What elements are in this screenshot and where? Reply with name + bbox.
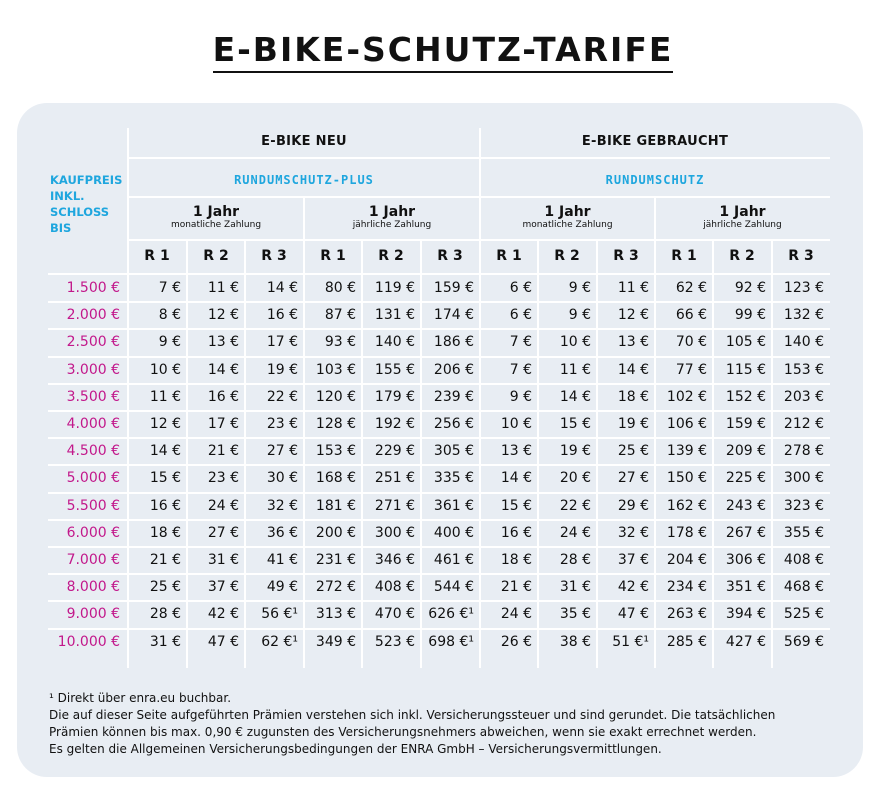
premium-cell: 19 €	[266, 361, 298, 378]
price-tier: 6.000 €	[66, 524, 120, 541]
premium-cell: 313 €	[315, 606, 356, 623]
grid-line	[654, 198, 656, 668]
premium-cell: 18 €	[149, 524, 181, 541]
period-header: 1 Jahr monatliche Zahlung	[522, 204, 613, 230]
price-tier: 1.500 €	[66, 280, 120, 296]
premium-cell: 174 €	[433, 307, 474, 324]
premium-cell: 16 €	[500, 524, 532, 541]
premium-cell: 152 €	[725, 388, 766, 405]
premium-cell: 400 €	[433, 524, 474, 541]
premium-cell: 7 €	[509, 361, 532, 378]
premium-cell: 153 €	[315, 443, 356, 460]
risk-class-header: R 3	[437, 248, 463, 264]
price-tier: 8.000 €	[66, 579, 120, 596]
premium-cell: 271 €	[374, 497, 415, 514]
premium-cell: 140 €	[783, 334, 824, 351]
premium-cell: 27 €	[207, 524, 239, 541]
premium-cell: 192 €	[374, 416, 415, 432]
footnote: Es gelten die Allgemeinen Versicherungsbedingungen der ENRA GmbH – Versicherungsvermittlungen.	[49, 742, 662, 756]
premium-cell: 27 €	[266, 443, 298, 460]
premium-cell: 25 €	[149, 579, 181, 596]
premium-cell: 243 €	[725, 497, 766, 514]
period-header: 1 Jahr jährliche Zahlung	[352, 204, 432, 230]
premium-cell: 256 €	[433, 416, 474, 432]
premium-cell: 22 €	[559, 497, 591, 514]
grid-line	[48, 383, 830, 385]
premium-cell: 70 €	[675, 334, 707, 351]
premium-cell: 21 €	[149, 552, 181, 568]
price-tier: 9.000 €	[66, 606, 120, 623]
premium-cell: 361 €	[433, 497, 474, 514]
premium-cell: 18 €	[500, 552, 532, 568]
premium-cell: 38 €	[559, 633, 591, 650]
premium-cell: 13 €	[500, 443, 532, 460]
premium-cell: 93 €	[324, 334, 356, 351]
grid-line	[48, 546, 830, 548]
price-tier: 3.000 €	[66, 361, 120, 378]
premium-cell: 346 €	[374, 552, 415, 568]
period-header: 1 Jahr monatliche Zahlung	[170, 204, 262, 230]
premium-cell: 140 €	[374, 334, 415, 351]
grid-line	[48, 492, 830, 494]
premium-cell: 305 €	[433, 443, 474, 460]
premium-cell: 251 €	[374, 470, 415, 487]
price-tier: 5.000 €	[66, 470, 120, 487]
premium-cell: 525 €	[783, 606, 824, 623]
premium-cell: 99 €	[734, 307, 766, 324]
price-tier: 4.000 €	[66, 416, 120, 432]
premium-cell: 200 €	[315, 524, 356, 541]
premium-cell: 77 €	[675, 361, 707, 378]
premium-cell: 15 €	[500, 497, 532, 514]
risk-class-header: R 2	[554, 248, 580, 264]
premium-cell: 11 €	[617, 280, 649, 296]
premium-cell: 10 €	[500, 416, 532, 432]
premium-cell: 22 €	[266, 388, 298, 405]
price-tier: 3.500 €	[66, 388, 120, 405]
premium-cell: 335 €	[433, 470, 474, 487]
premium-cell: 92 €	[734, 280, 766, 296]
premium-cell: 408 €	[374, 579, 415, 596]
premium-cell: 32 €	[617, 524, 649, 541]
period-header: 1 Jahr jährliche Zahlung	[703, 204, 782, 230]
premium-cell: 11 €	[207, 280, 239, 296]
premium-cell: 9 €	[568, 307, 591, 324]
premium-cell: 16 €	[266, 307, 298, 324]
grid-line	[48, 410, 830, 412]
premium-cell: 8 €	[158, 307, 181, 324]
premium-cell: 150 €	[666, 470, 707, 487]
premium-cell: 7 €	[509, 334, 532, 351]
premium-cell: 11 €	[149, 388, 181, 405]
premium-cell: 21 €	[207, 443, 239, 460]
header-rundumschutz: RUNDUMSCHUTZ	[605, 173, 705, 187]
premium-cell: 461 €	[433, 552, 474, 568]
premium-cell: 20 €	[559, 470, 591, 487]
premium-cell: 13 €	[617, 334, 649, 351]
risk-class-header: R 2	[378, 248, 404, 264]
premium-cell: 30 €	[266, 470, 298, 487]
premium-cell: 15 €	[559, 416, 591, 432]
premium-cell: 26 €	[500, 633, 532, 650]
premium-cell: 31 €	[149, 633, 181, 650]
premium-cell: 9 €	[568, 280, 591, 296]
premium-cell: 87 €	[324, 307, 356, 324]
premium-cell: 6 €	[509, 307, 532, 324]
grid-line	[303, 198, 305, 668]
footnote: Die auf dieser Seite aufgeführten Prämien verstehen sich inkl. Versicherungssteuer und sind gerundet. Die tatsächlichen	[49, 708, 776, 722]
premium-cell: 42 €	[207, 606, 239, 623]
premium-cell: 468 €	[783, 579, 824, 596]
premium-cell: 19 €	[559, 443, 591, 460]
premium-cell: 408 €	[783, 552, 824, 568]
price-tier: 4.500 €	[66, 443, 120, 460]
price-tier: 2.000 €	[66, 307, 120, 324]
premium-cell: 427 €	[725, 633, 766, 650]
grid-line	[48, 573, 830, 575]
premium-cell: 139 €	[666, 443, 707, 460]
premium-cell: 49 €	[266, 579, 298, 596]
risk-class-header: R 3	[613, 248, 639, 264]
premium-cell: 285 €	[666, 633, 707, 650]
premium-cell: 23 €	[207, 470, 239, 487]
premium-cell: 351 €	[725, 579, 766, 596]
premium-cell: 300 €	[783, 470, 824, 487]
header-rundumschutz-plus: RUNDUMSCHUTZ-PLUS	[234, 173, 374, 187]
premium-cell: 17 €	[207, 416, 239, 432]
grid-line	[48, 600, 830, 602]
premium-cell: 155 €	[374, 361, 415, 378]
premium-cell: 66 €	[675, 307, 707, 324]
premium-cell: 168 €	[315, 470, 356, 487]
premium-cell: 62 €	[675, 280, 707, 296]
premium-cell: 29 €	[617, 497, 649, 514]
premium-cell: 16 €	[149, 497, 181, 514]
premium-cell: 18 €	[617, 388, 649, 405]
premium-cell: 239 €	[433, 388, 474, 405]
premium-cell: 153 €	[783, 361, 824, 378]
premium-cell: 106 €	[666, 416, 707, 432]
page-title: E-BIKE-SCHUTZ-TARIFE	[0, 30, 886, 69]
grid-line	[186, 240, 188, 668]
premium-cell: 15 €	[149, 470, 181, 487]
premium-cell: 698 €¹	[428, 633, 474, 650]
grid-line	[48, 628, 830, 630]
risk-class-header: R 1	[144, 248, 170, 264]
premium-cell: 626 €¹	[428, 606, 474, 623]
premium-cell: 132 €	[783, 307, 824, 324]
premium-cell: 56 €¹	[261, 606, 298, 623]
grid-line	[48, 301, 830, 303]
risk-class-header: R 3	[261, 248, 287, 264]
premium-cell: 159 €	[433, 280, 474, 296]
premium-cell: 569 €	[783, 633, 824, 650]
premium-cell: 204 €	[666, 552, 707, 568]
premium-cell: 470 €	[374, 606, 415, 623]
premium-cell: 41 €	[266, 552, 298, 568]
premium-cell: 37 €	[617, 552, 649, 568]
premium-cell: 37 €	[207, 579, 239, 596]
premium-cell: 263 €	[666, 606, 707, 623]
premium-cell: 36 €	[266, 524, 298, 541]
premium-cell: 162 €	[666, 497, 707, 514]
premium-cell: 128 €	[315, 416, 356, 432]
premium-cell: 10 €	[149, 361, 181, 378]
premium-cell: 12 €	[149, 416, 181, 432]
grid-line	[48, 356, 830, 358]
premium-cell: 159 €	[725, 416, 766, 432]
premium-cell: 31 €	[207, 552, 239, 568]
premium-cell: 11 €	[559, 361, 591, 378]
premium-cell: 24 €	[559, 524, 591, 541]
header-ebike-gebraucht: E-BIKE GEBRAUCHT	[581, 134, 729, 149]
premium-cell: 523 €	[374, 633, 415, 650]
risk-class-header: R 2	[203, 248, 229, 264]
premium-cell: 21 €	[500, 579, 532, 596]
premium-cell: 13 €	[207, 334, 239, 351]
header-ebike-neu: E-BIKE NEU	[261, 134, 347, 149]
grid-line	[48, 437, 830, 439]
price-tier: 10.000 €	[57, 633, 120, 650]
risk-class-header: R 1	[671, 248, 697, 264]
premium-cell: 231 €	[315, 552, 356, 568]
grid-line	[48, 328, 830, 330]
premium-cell: 206 €	[433, 361, 474, 378]
footnote: Prämien können bis max. 0,90 € zugunsten des Versicherungsnehmers abweichen, wenn sie exakt errechnet werden.	[49, 725, 757, 739]
premium-cell: 14 €	[207, 361, 239, 378]
footnotes	[49, 690, 839, 758]
premium-cell: 544 €	[433, 579, 474, 596]
risk-class-header: R 2	[729, 248, 755, 264]
price-tier: 5.500 €	[66, 497, 120, 514]
premium-cell: 119 €	[374, 280, 415, 296]
premium-cell: 42 €	[617, 579, 649, 596]
premium-cell: 102 €	[666, 388, 707, 405]
premium-cell: 14 €	[149, 443, 181, 460]
grid-line	[771, 240, 773, 668]
premium-cell: 10 €	[559, 334, 591, 351]
risk-class-header: R 1	[320, 248, 346, 264]
premium-cell: 349 €	[315, 633, 356, 650]
premium-cell: 6 €	[509, 280, 532, 296]
premium-cell: 209 €	[725, 443, 766, 460]
premium-cell: 14 €	[266, 280, 298, 296]
premium-cell: 9 €	[158, 334, 181, 351]
grid-line	[48, 464, 830, 466]
premium-cell: 27 €	[617, 470, 649, 487]
premium-cell: 178 €	[666, 524, 707, 541]
premium-cell: 24 €	[207, 497, 239, 514]
premium-cell: 12 €	[617, 307, 649, 324]
premium-cell: 24 €	[500, 606, 532, 623]
premium-cell: 19 €	[617, 416, 649, 432]
premium-cell: 80 €	[324, 280, 356, 296]
premium-cell: 62 €¹	[261, 633, 298, 650]
grid-line	[244, 240, 246, 668]
premium-cell: 120 €	[315, 388, 356, 405]
premium-cell: 32 €	[266, 497, 298, 514]
grid-line	[361, 240, 363, 668]
premium-cell: 225 €	[725, 470, 766, 487]
grid-line	[712, 240, 714, 668]
premium-cell: 14 €	[617, 361, 649, 378]
grid-line	[420, 240, 422, 668]
premium-cell: 103 €	[315, 361, 356, 378]
premium-cell: 35 €	[559, 606, 591, 623]
premium-cell: 272 €	[315, 579, 356, 596]
premium-cell: 115 €	[725, 361, 766, 378]
premium-cell: 394 €	[725, 606, 766, 623]
premium-cell: 51 €¹	[612, 633, 649, 650]
premium-cell: 47 €	[617, 606, 649, 623]
premium-cell: 14 €	[559, 388, 591, 405]
grid-line	[537, 240, 539, 668]
premium-cell: 9 €	[509, 388, 532, 405]
premium-cell: 16 €	[207, 388, 239, 405]
premium-cell: 47 €	[207, 633, 239, 650]
kaufpreis-label: KAUFPREIS INKL. SCHLOSS BIS	[50, 173, 123, 235]
footnote: ¹ Direkt über enra.eu buchbar.	[49, 691, 232, 705]
risk-class-header: R 1	[496, 248, 522, 264]
premium-cell: 300 €	[374, 524, 415, 541]
premium-cell: 14 €	[500, 470, 532, 487]
risk-class-header: R 3	[788, 248, 814, 264]
premium-cell: 123 €	[783, 280, 824, 296]
premium-cell: 212 €	[783, 416, 824, 432]
premium-cell: 28 €	[559, 552, 591, 568]
premium-cell: 17 €	[266, 334, 298, 351]
premium-cell: 203 €	[783, 388, 824, 405]
premium-cell: 105 €	[725, 334, 766, 351]
premium-cell: 31 €	[559, 579, 591, 596]
premium-cell: 179 €	[374, 388, 415, 405]
premium-cell: 306 €	[725, 552, 766, 568]
price-tier: 7.000 €	[66, 552, 120, 568]
premium-cell: 278 €	[783, 443, 824, 460]
price-tier: 2.500 €	[66, 334, 120, 351]
premium-cell: 229 €	[374, 443, 415, 460]
premium-cell: 28 €	[149, 606, 181, 623]
premium-cell: 131 €	[374, 307, 415, 324]
premium-cell: 323 €	[783, 497, 824, 514]
grid-line	[48, 519, 830, 521]
premium-cell: 186 €	[433, 334, 474, 351]
premium-cell: 25 €	[617, 443, 649, 460]
premium-cell: 234 €	[666, 579, 707, 596]
premium-cell: 267 €	[725, 524, 766, 541]
premium-cell: 23 €	[266, 416, 298, 432]
grid-line	[596, 240, 598, 668]
premium-cell: 181 €	[315, 497, 356, 514]
premium-cell: 12 €	[207, 307, 239, 324]
premium-cell: 355 €	[783, 524, 824, 541]
premium-cell: 7 €	[158, 280, 181, 296]
